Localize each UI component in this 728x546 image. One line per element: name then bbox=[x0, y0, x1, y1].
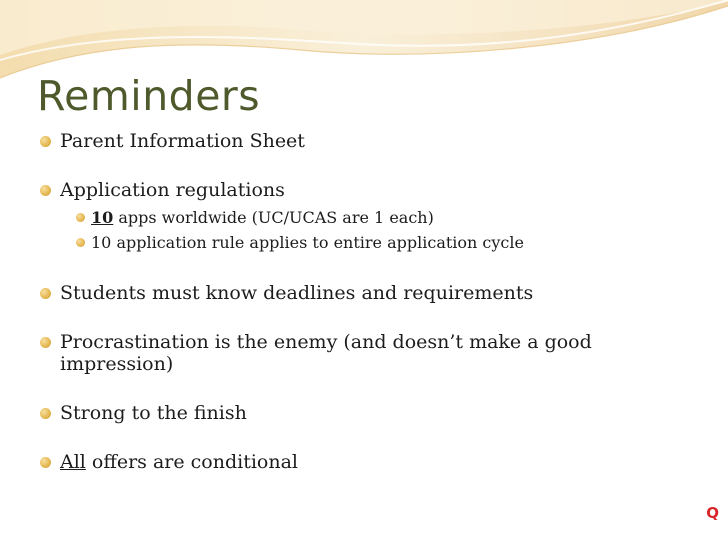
bullet-text: Procrastination is the enemy (and doesn’t make a good impression) bbox=[60, 331, 592, 375]
sub-bullet-dot-icon bbox=[76, 213, 85, 222]
corner-logo: Q bbox=[706, 504, 719, 522]
bullet-dot-icon bbox=[40, 185, 51, 196]
sub-bullet-text: 10 application rule applies to entire application cycle bbox=[91, 233, 524, 252]
bullet-item-procrastination bbox=[40, 331, 680, 375]
bullet-item-application-regulations bbox=[40, 179, 680, 255]
sub-bullet-item-apps-worldwide bbox=[76, 205, 680, 230]
bullet-item-deadlines bbox=[40, 282, 680, 304]
bullet-item-offers-conditional bbox=[40, 451, 680, 473]
slide-title: Reminders bbox=[37, 72, 261, 120]
sub-bullet-item-application-rule bbox=[76, 230, 680, 255]
sub-bullet-list bbox=[60, 205, 680, 255]
bullet-item-parent-info bbox=[40, 130, 680, 152]
bullet-dot-icon bbox=[40, 288, 51, 299]
emphasis-word: All bbox=[60, 451, 86, 473]
bullet-dot-icon bbox=[40, 408, 51, 419]
bullet-text: offers are conditional bbox=[85, 451, 299, 473]
bullet-dot-icon bbox=[40, 136, 51, 147]
bullet-dot-icon bbox=[40, 457, 51, 468]
bullet-list bbox=[40, 130, 680, 473]
bullet-item-strong-finish bbox=[40, 402, 680, 424]
bullet-text: Students must know deadlines and requirements bbox=[60, 282, 534, 304]
bullet-dot-icon bbox=[40, 337, 51, 348]
bullet-text: Parent Information Sheet bbox=[60, 130, 305, 152]
bullet-text: Strong to the finish bbox=[60, 402, 247, 424]
sub-bullet-dot-icon bbox=[76, 238, 85, 247]
sub-bullet-text: apps worldwide (UC/UCAS are 1 each) bbox=[113, 208, 434, 227]
emphasis-number: 10 bbox=[91, 208, 114, 227]
bullet-text: Application regulations bbox=[60, 179, 285, 201]
